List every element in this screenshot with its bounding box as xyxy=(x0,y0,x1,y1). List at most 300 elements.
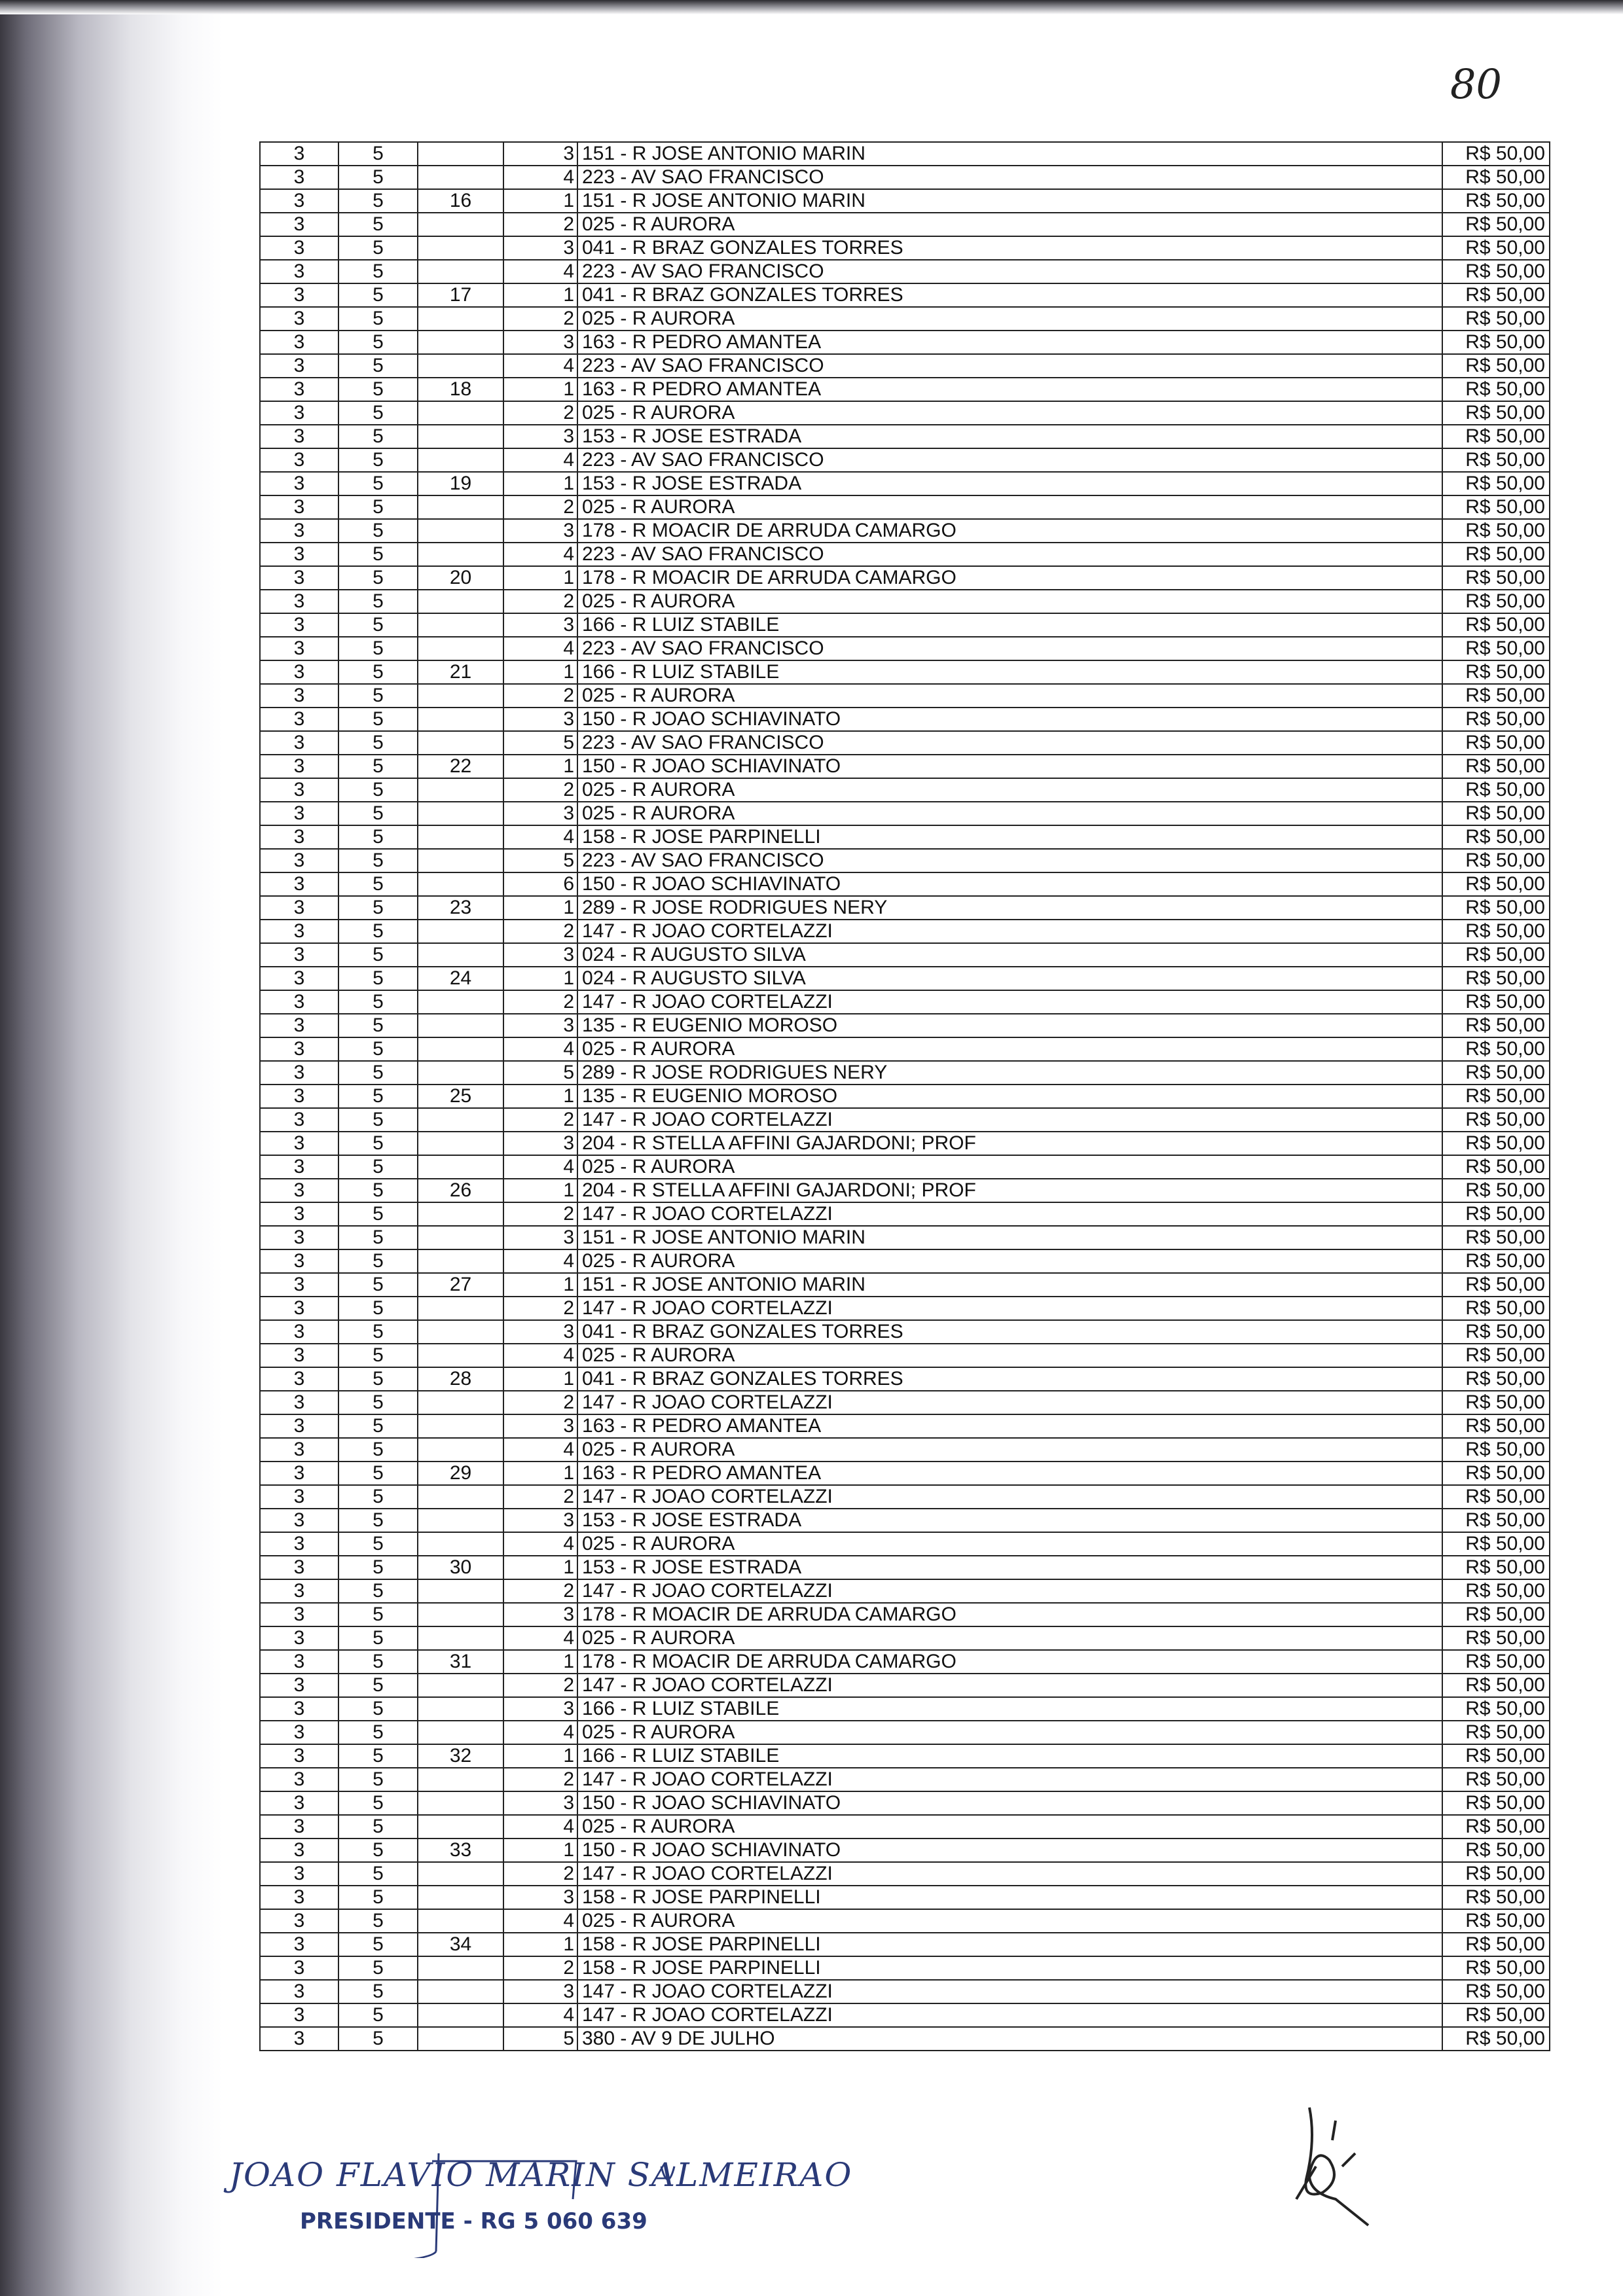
endereco-cell: 025 - R AURORA xyxy=(577,401,1442,425)
valor-cell: R$ 50,00 xyxy=(1442,472,1550,495)
table-row xyxy=(260,1579,1550,1603)
lote-cell: 4 xyxy=(503,1532,577,1556)
lote-cell: 4 xyxy=(503,448,577,472)
quadra-cell xyxy=(418,401,503,425)
lote-cell: 3 xyxy=(503,943,577,967)
quadra-cell xyxy=(418,920,503,943)
col-b-cell: 5 xyxy=(338,519,418,543)
quadra-cell xyxy=(418,1132,503,1155)
col-b-cell: 5 xyxy=(338,802,418,825)
quadra-cell: 26 xyxy=(418,1179,503,1202)
table-row xyxy=(260,1509,1550,1532)
col-a-cell: 3 xyxy=(260,590,338,613)
quadra-cell xyxy=(418,825,503,849)
col-b-cell: 5 xyxy=(338,260,418,283)
valor-cell: R$ 50,00 xyxy=(1442,283,1550,307)
col-b-cell: 5 xyxy=(338,1791,418,1815)
col-b-cell: 5 xyxy=(338,731,418,755)
table-row xyxy=(260,896,1550,920)
valor-cell: R$ 50,00 xyxy=(1442,1202,1550,1226)
valor-cell: R$ 50,00 xyxy=(1442,825,1550,849)
col-a-cell: 3 xyxy=(260,1344,338,1367)
col-b-cell: 5 xyxy=(338,2003,418,2027)
lote-cell: 2 xyxy=(503,1956,577,1980)
col-b-cell: 5 xyxy=(338,1179,418,1202)
col-b-cell: 5 xyxy=(338,142,418,166)
endereco-cell: 178 - R MOACIR DE ARRUDA CAMARGO xyxy=(577,1603,1442,1626)
valor-cell: R$ 50,00 xyxy=(1442,778,1550,802)
valor-cell: R$ 50,00 xyxy=(1442,1037,1550,1061)
ledger-body xyxy=(260,142,1550,2051)
col-a-cell: 3 xyxy=(260,543,338,566)
valor-cell: R$ 50,00 xyxy=(1442,1579,1550,1603)
valor-cell: R$ 50,00 xyxy=(1442,1462,1550,1485)
valor-cell: R$ 50,00 xyxy=(1442,425,1550,448)
col-b-cell: 5 xyxy=(338,1909,418,1933)
quadra-cell: 24 xyxy=(418,967,503,990)
col-b-cell: 5 xyxy=(338,448,418,472)
table-row xyxy=(260,849,1550,872)
valor-cell: R$ 50,00 xyxy=(1442,1768,1550,1791)
table-row xyxy=(260,1414,1550,1438)
col-a-cell: 3 xyxy=(260,1108,338,1132)
col-a-cell: 3 xyxy=(260,872,338,896)
endereco-cell: 163 - R PEDRO AMANTEA xyxy=(577,331,1442,354)
valor-cell: R$ 50,00 xyxy=(1442,1674,1550,1697)
col-b-cell: 5 xyxy=(338,1132,418,1155)
table-row xyxy=(260,872,1550,896)
table-row xyxy=(260,1768,1550,1791)
valor-cell: R$ 50,00 xyxy=(1442,1626,1550,1650)
endereco-cell: 025 - R AURORA xyxy=(577,802,1442,825)
col-b-cell: 5 xyxy=(338,1933,418,1956)
table-row xyxy=(260,401,1550,425)
lote-cell: 6 xyxy=(503,872,577,896)
lote-cell: 3 xyxy=(503,1886,577,1909)
col-a-cell: 3 xyxy=(260,1744,338,1768)
table-row xyxy=(260,967,1550,990)
table-row xyxy=(260,637,1550,660)
table-row xyxy=(260,425,1550,448)
col-b-cell: 5 xyxy=(338,236,418,260)
col-a-cell: 3 xyxy=(260,213,338,236)
table-row xyxy=(260,1886,1550,1909)
col-a-cell: 3 xyxy=(260,1226,338,1249)
col-a-cell: 3 xyxy=(260,2003,338,2027)
endereco-cell: 147 - R JOAO CORTELAZZI xyxy=(577,920,1442,943)
table-row xyxy=(260,731,1550,755)
col-b-cell: 5 xyxy=(338,1367,418,1391)
table-row xyxy=(260,1155,1550,1179)
quadra-cell xyxy=(418,778,503,802)
endereco-cell: 041 - R BRAZ GONZALES TORRES xyxy=(577,283,1442,307)
table-row xyxy=(260,1462,1550,1485)
valor-cell: R$ 50,00 xyxy=(1442,142,1550,166)
col-a-cell: 3 xyxy=(260,1650,338,1674)
table-row xyxy=(260,1226,1550,1249)
endereco-cell: 166 - R LUIZ STABILE xyxy=(577,1697,1442,1721)
col-b-cell: 5 xyxy=(338,1249,418,1273)
endereco-cell: 041 - R BRAZ GONZALES TORRES xyxy=(577,1320,1442,1344)
col-a-cell: 3 xyxy=(260,1438,338,1462)
endereco-cell: 025 - R AURORA xyxy=(577,1037,1442,1061)
table-row xyxy=(260,1273,1550,1297)
valor-cell: R$ 50,00 xyxy=(1442,378,1550,401)
col-b-cell: 5 xyxy=(338,1744,418,1768)
lote-cell: 3 xyxy=(503,1791,577,1815)
col-a-cell: 3 xyxy=(260,990,338,1014)
endereco-cell: 025 - R AURORA xyxy=(577,684,1442,708)
lote-cell: 2 xyxy=(503,213,577,236)
endereco-cell: 204 - R STELLA AFFINI GAJARDONI; PROF xyxy=(577,1132,1442,1155)
col-a-cell: 3 xyxy=(260,1697,338,1721)
lote-cell: 3 xyxy=(503,613,577,637)
quadra-cell xyxy=(418,1155,503,1179)
col-a-cell: 3 xyxy=(260,1155,338,1179)
table-row xyxy=(260,331,1550,354)
quadra-cell xyxy=(418,519,503,543)
valor-cell: R$ 50,00 xyxy=(1442,1909,1550,1933)
col-b-cell: 5 xyxy=(338,660,418,684)
col-b-cell: 5 xyxy=(338,166,418,189)
endereco-cell: 147 - R JOAO CORTELAZZI xyxy=(577,1485,1442,1509)
endereco-cell: 178 - R MOACIR DE ARRUDA CAMARGO xyxy=(577,519,1442,543)
endereco-cell: 025 - R AURORA xyxy=(577,1909,1442,1933)
handwritten-rubric xyxy=(1270,2101,1401,2232)
quadra-cell xyxy=(418,1721,503,1744)
col-a-cell: 3 xyxy=(260,401,338,425)
endereco-cell: 025 - R AURORA xyxy=(577,1532,1442,1556)
lote-cell: 5 xyxy=(503,849,577,872)
lote-cell: 4 xyxy=(503,1344,577,1367)
col-b-cell: 5 xyxy=(338,849,418,872)
col-a-cell: 3 xyxy=(260,1556,338,1579)
endereco-cell: 150 - R JOAO SCHIAVINATO xyxy=(577,1791,1442,1815)
endereco-cell: 025 - R AURORA xyxy=(577,1815,1442,1839)
col-a-cell: 3 xyxy=(260,1886,338,1909)
table-row xyxy=(260,213,1550,236)
endereco-cell: 150 - R JOAO SCHIAVINATO xyxy=(577,708,1442,731)
endereco-cell: 025 - R AURORA xyxy=(577,1249,1442,1273)
quadra-cell xyxy=(418,872,503,896)
quadra-cell xyxy=(418,637,503,660)
col-b-cell: 5 xyxy=(338,401,418,425)
endereco-cell: 147 - R JOAO CORTELAZZI xyxy=(577,1297,1442,1320)
quadra-cell xyxy=(418,1980,503,2003)
signatory-title: PRESIDENTE - RG 5 060 639 xyxy=(300,2208,647,2234)
endereco-cell: 025 - R AURORA xyxy=(577,1721,1442,1744)
quadra-cell: 28 xyxy=(418,1367,503,1391)
col-b-cell: 5 xyxy=(338,778,418,802)
quadra-cell: 18 xyxy=(418,378,503,401)
col-b-cell: 5 xyxy=(338,755,418,778)
endereco-cell: 204 - R STELLA AFFINI GAJARDONI; PROF xyxy=(577,1179,1442,1202)
lote-cell: 3 xyxy=(503,1014,577,1037)
table-row xyxy=(260,943,1550,967)
table-row xyxy=(260,1014,1550,1037)
col-a-cell: 3 xyxy=(260,967,338,990)
col-b-cell: 5 xyxy=(338,1839,418,1862)
endereco-cell: 024 - R AUGUSTO SILVA xyxy=(577,967,1442,990)
col-b-cell: 5 xyxy=(338,378,418,401)
endereco-cell: 223 - AV SAO FRANCISCO xyxy=(577,637,1442,660)
table-row xyxy=(260,495,1550,519)
lote-cell: 2 xyxy=(503,1768,577,1791)
endereco-cell: 150 - R JOAO SCHIAVINATO xyxy=(577,755,1442,778)
table-row xyxy=(260,802,1550,825)
lote-cell: 3 xyxy=(503,142,577,166)
col-a-cell: 3 xyxy=(260,1603,338,1626)
col-b-cell: 5 xyxy=(338,189,418,213)
table-row xyxy=(260,142,1550,166)
endereco-cell: 163 - R PEDRO AMANTEA xyxy=(577,378,1442,401)
endereco-cell: 025 - R AURORA xyxy=(577,590,1442,613)
col-b-cell: 5 xyxy=(338,1344,418,1367)
valor-cell: R$ 50,00 xyxy=(1442,590,1550,613)
valor-cell: R$ 50,00 xyxy=(1442,1744,1550,1768)
valor-cell: R$ 50,00 xyxy=(1442,213,1550,236)
table-row xyxy=(260,613,1550,637)
address-ledger-table xyxy=(259,141,1550,2051)
lote-cell: 3 xyxy=(503,1980,577,2003)
endereco-cell: 147 - R JOAO CORTELAZZI xyxy=(577,1391,1442,1414)
col-a-cell: 3 xyxy=(260,1626,338,1650)
col-a-cell: 3 xyxy=(260,566,338,590)
col-a-cell: 3 xyxy=(260,660,338,684)
quadra-cell: 30 xyxy=(418,1556,503,1579)
col-b-cell: 5 xyxy=(338,1085,418,1108)
endereco-cell: 151 - R JOSE ANTONIO MARIN xyxy=(577,1226,1442,1249)
valor-cell: R$ 50,00 xyxy=(1442,872,1550,896)
lote-cell: 2 xyxy=(503,590,577,613)
col-a-cell: 3 xyxy=(260,495,338,519)
col-a-cell: 3 xyxy=(260,708,338,731)
valor-cell: R$ 50,00 xyxy=(1442,1414,1550,1438)
endereco-cell: 158 - R JOSE PARPINELLI xyxy=(577,1933,1442,1956)
lote-cell: 3 xyxy=(503,236,577,260)
quadra-cell xyxy=(418,684,503,708)
quadra-cell: 29 xyxy=(418,1462,503,1485)
col-a-cell: 3 xyxy=(260,1933,338,1956)
table-row xyxy=(260,307,1550,331)
lote-cell: 3 xyxy=(503,1509,577,1532)
quadra-cell xyxy=(418,1674,503,1697)
quadra-cell: 21 xyxy=(418,660,503,684)
endereco-cell: 153 - R JOSE ESTRADA xyxy=(577,1556,1442,1579)
lote-cell: 3 xyxy=(503,1697,577,1721)
col-a-cell: 3 xyxy=(260,1721,338,1744)
col-b-cell: 5 xyxy=(338,684,418,708)
valor-cell: R$ 50,00 xyxy=(1442,943,1550,967)
lote-cell: 1 xyxy=(503,1839,577,1862)
quadra-cell xyxy=(418,613,503,637)
endereco-cell: 151 - R JOSE ANTONIO MARIN xyxy=(577,142,1442,166)
table-row xyxy=(260,472,1550,495)
quadra-cell xyxy=(418,1697,503,1721)
valor-cell: R$ 50,00 xyxy=(1442,331,1550,354)
signatory-name: JOAO FLAVIO MARIN SALMEIRAO xyxy=(229,2156,853,2194)
table-row xyxy=(260,1249,1550,1273)
col-a-cell: 3 xyxy=(260,354,338,378)
quadra-cell xyxy=(418,1391,503,1414)
table-row xyxy=(260,1674,1550,1697)
table-row xyxy=(260,1485,1550,1509)
lote-cell: 2 xyxy=(503,684,577,708)
col-a-cell: 3 xyxy=(260,920,338,943)
quadra-cell xyxy=(418,1438,503,1462)
valor-cell: R$ 50,00 xyxy=(1442,1367,1550,1391)
endereco-cell: 153 - R JOSE ESTRADA xyxy=(577,425,1442,448)
valor-cell: R$ 50,00 xyxy=(1442,448,1550,472)
table-row xyxy=(260,1791,1550,1815)
endereco-cell: 223 - AV SAO FRANCISCO xyxy=(577,731,1442,755)
table-row xyxy=(260,283,1550,307)
quadra-cell: 16 xyxy=(418,189,503,213)
valor-cell: R$ 50,00 xyxy=(1442,1108,1550,1132)
col-b-cell: 5 xyxy=(338,1532,418,1556)
valor-cell: R$ 50,00 xyxy=(1442,2027,1550,2051)
col-a-cell: 3 xyxy=(260,778,338,802)
col-b-cell: 5 xyxy=(338,495,418,519)
col-b-cell: 5 xyxy=(338,1626,418,1650)
endereco-cell: 147 - R JOAO CORTELAZZI xyxy=(577,1862,1442,1886)
table-row xyxy=(260,166,1550,189)
quadra-cell: 31 xyxy=(418,1650,503,1674)
endereco-cell: 147 - R JOAO CORTELAZZI xyxy=(577,1674,1442,1697)
table-row xyxy=(260,566,1550,590)
endereco-cell: 158 - R JOSE PARPINELLI xyxy=(577,825,1442,849)
col-a-cell: 3 xyxy=(260,849,338,872)
valor-cell: R$ 50,00 xyxy=(1442,1226,1550,1249)
col-b-cell: 5 xyxy=(338,1697,418,1721)
col-a-cell: 3 xyxy=(260,1980,338,2003)
valor-cell: R$ 50,00 xyxy=(1442,1862,1550,1886)
page-number: 80 xyxy=(1450,60,1502,108)
col-a-cell: 3 xyxy=(260,1061,338,1085)
endereco-cell: 223 - AV SAO FRANCISCO xyxy=(577,849,1442,872)
quadra-cell xyxy=(418,943,503,967)
lote-cell: 5 xyxy=(503,1061,577,1085)
valor-cell: R$ 50,00 xyxy=(1442,920,1550,943)
table-row xyxy=(260,1815,1550,1839)
table-row xyxy=(260,1438,1550,1462)
col-a-cell: 3 xyxy=(260,1839,338,1862)
col-b-cell: 5 xyxy=(338,1956,418,1980)
lote-cell: 1 xyxy=(503,1367,577,1391)
table-row xyxy=(260,1132,1550,1155)
lote-cell: 3 xyxy=(503,708,577,731)
endereco-cell: 223 - AV SAO FRANCISCO xyxy=(577,543,1442,566)
endereco-cell: 147 - R JOAO CORTELAZZI xyxy=(577,1768,1442,1791)
valor-cell: R$ 50,00 xyxy=(1442,1697,1550,1721)
lote-cell: 1 xyxy=(503,660,577,684)
col-a-cell: 3 xyxy=(260,331,338,354)
col-a-cell: 3 xyxy=(260,1862,338,1886)
table-row xyxy=(260,2027,1550,2051)
quadra-cell: 22 xyxy=(418,755,503,778)
lote-cell: 1 xyxy=(503,1933,577,1956)
col-a-cell: 3 xyxy=(260,802,338,825)
endereco-cell: 147 - R JOAO CORTELAZZI xyxy=(577,1980,1442,2003)
col-b-cell: 5 xyxy=(338,307,418,331)
col-a-cell: 3 xyxy=(260,825,338,849)
quadra-cell xyxy=(418,708,503,731)
col-b-cell: 5 xyxy=(338,1014,418,1037)
col-a-cell: 3 xyxy=(260,142,338,166)
quadra-cell xyxy=(418,1297,503,1320)
quadra-cell xyxy=(418,1509,503,1532)
lote-cell: 4 xyxy=(503,1815,577,1839)
lote-cell: 1 xyxy=(503,1462,577,1485)
table-row xyxy=(260,1626,1550,1650)
lote-cell: 4 xyxy=(503,260,577,283)
valor-cell: R$ 50,00 xyxy=(1442,1815,1550,1839)
lote-cell: 4 xyxy=(503,1721,577,1744)
quadra-cell xyxy=(418,448,503,472)
table-row xyxy=(260,1909,1550,1933)
lote-cell: 1 xyxy=(503,1556,577,1579)
valor-cell: R$ 50,00 xyxy=(1442,1839,1550,1862)
table-row xyxy=(260,1179,1550,1202)
col-b-cell: 5 xyxy=(338,1603,418,1626)
valor-cell: R$ 50,00 xyxy=(1442,1344,1550,1367)
lote-cell: 2 xyxy=(503,778,577,802)
endereco-cell: 163 - R PEDRO AMANTEA xyxy=(577,1414,1442,1438)
col-b-cell: 5 xyxy=(338,1674,418,1697)
col-b-cell: 5 xyxy=(338,1579,418,1603)
quadra-cell xyxy=(418,1886,503,1909)
lote-cell: 1 xyxy=(503,1085,577,1108)
col-b-cell: 5 xyxy=(338,590,418,613)
quadra-cell xyxy=(418,1603,503,1626)
valor-cell: R$ 50,00 xyxy=(1442,1532,1550,1556)
col-b-cell: 5 xyxy=(338,283,418,307)
table-row xyxy=(260,1721,1550,1744)
col-a-cell: 3 xyxy=(260,1579,338,1603)
col-a-cell: 3 xyxy=(260,1179,338,1202)
table-row xyxy=(260,1297,1550,1320)
lote-cell: 4 xyxy=(503,1438,577,1462)
endereco-cell: 158 - R JOSE PARPINELLI xyxy=(577,1956,1442,1980)
col-a-cell: 3 xyxy=(260,425,338,448)
table-row xyxy=(260,660,1550,684)
valor-cell: R$ 50,00 xyxy=(1442,519,1550,543)
col-a-cell: 3 xyxy=(260,943,338,967)
col-b-cell: 5 xyxy=(338,896,418,920)
lote-cell: 4 xyxy=(503,354,577,378)
table-row xyxy=(260,2003,1550,2027)
lote-cell: 1 xyxy=(503,755,577,778)
endereco-cell: 025 - R AURORA xyxy=(577,778,1442,802)
valor-cell: R$ 50,00 xyxy=(1442,1179,1550,1202)
quadra-cell xyxy=(418,849,503,872)
table-row xyxy=(260,684,1550,708)
col-b-cell: 5 xyxy=(338,1721,418,1744)
valor-cell: R$ 50,00 xyxy=(1442,802,1550,825)
table-row xyxy=(260,825,1550,849)
lote-cell: 3 xyxy=(503,1320,577,1344)
quadra-cell: 25 xyxy=(418,1085,503,1108)
lote-cell: 3 xyxy=(503,1226,577,1249)
table-row xyxy=(260,1344,1550,1367)
endereco-cell: 166 - R LUIZ STABILE xyxy=(577,1744,1442,1768)
lote-cell: 2 xyxy=(503,1391,577,1414)
quadra-cell xyxy=(418,213,503,236)
lote-cell: 1 xyxy=(503,896,577,920)
valor-cell: R$ 50,00 xyxy=(1442,1297,1550,1320)
lote-cell: 2 xyxy=(503,495,577,519)
endereco-cell: 025 - R AURORA xyxy=(577,1626,1442,1650)
